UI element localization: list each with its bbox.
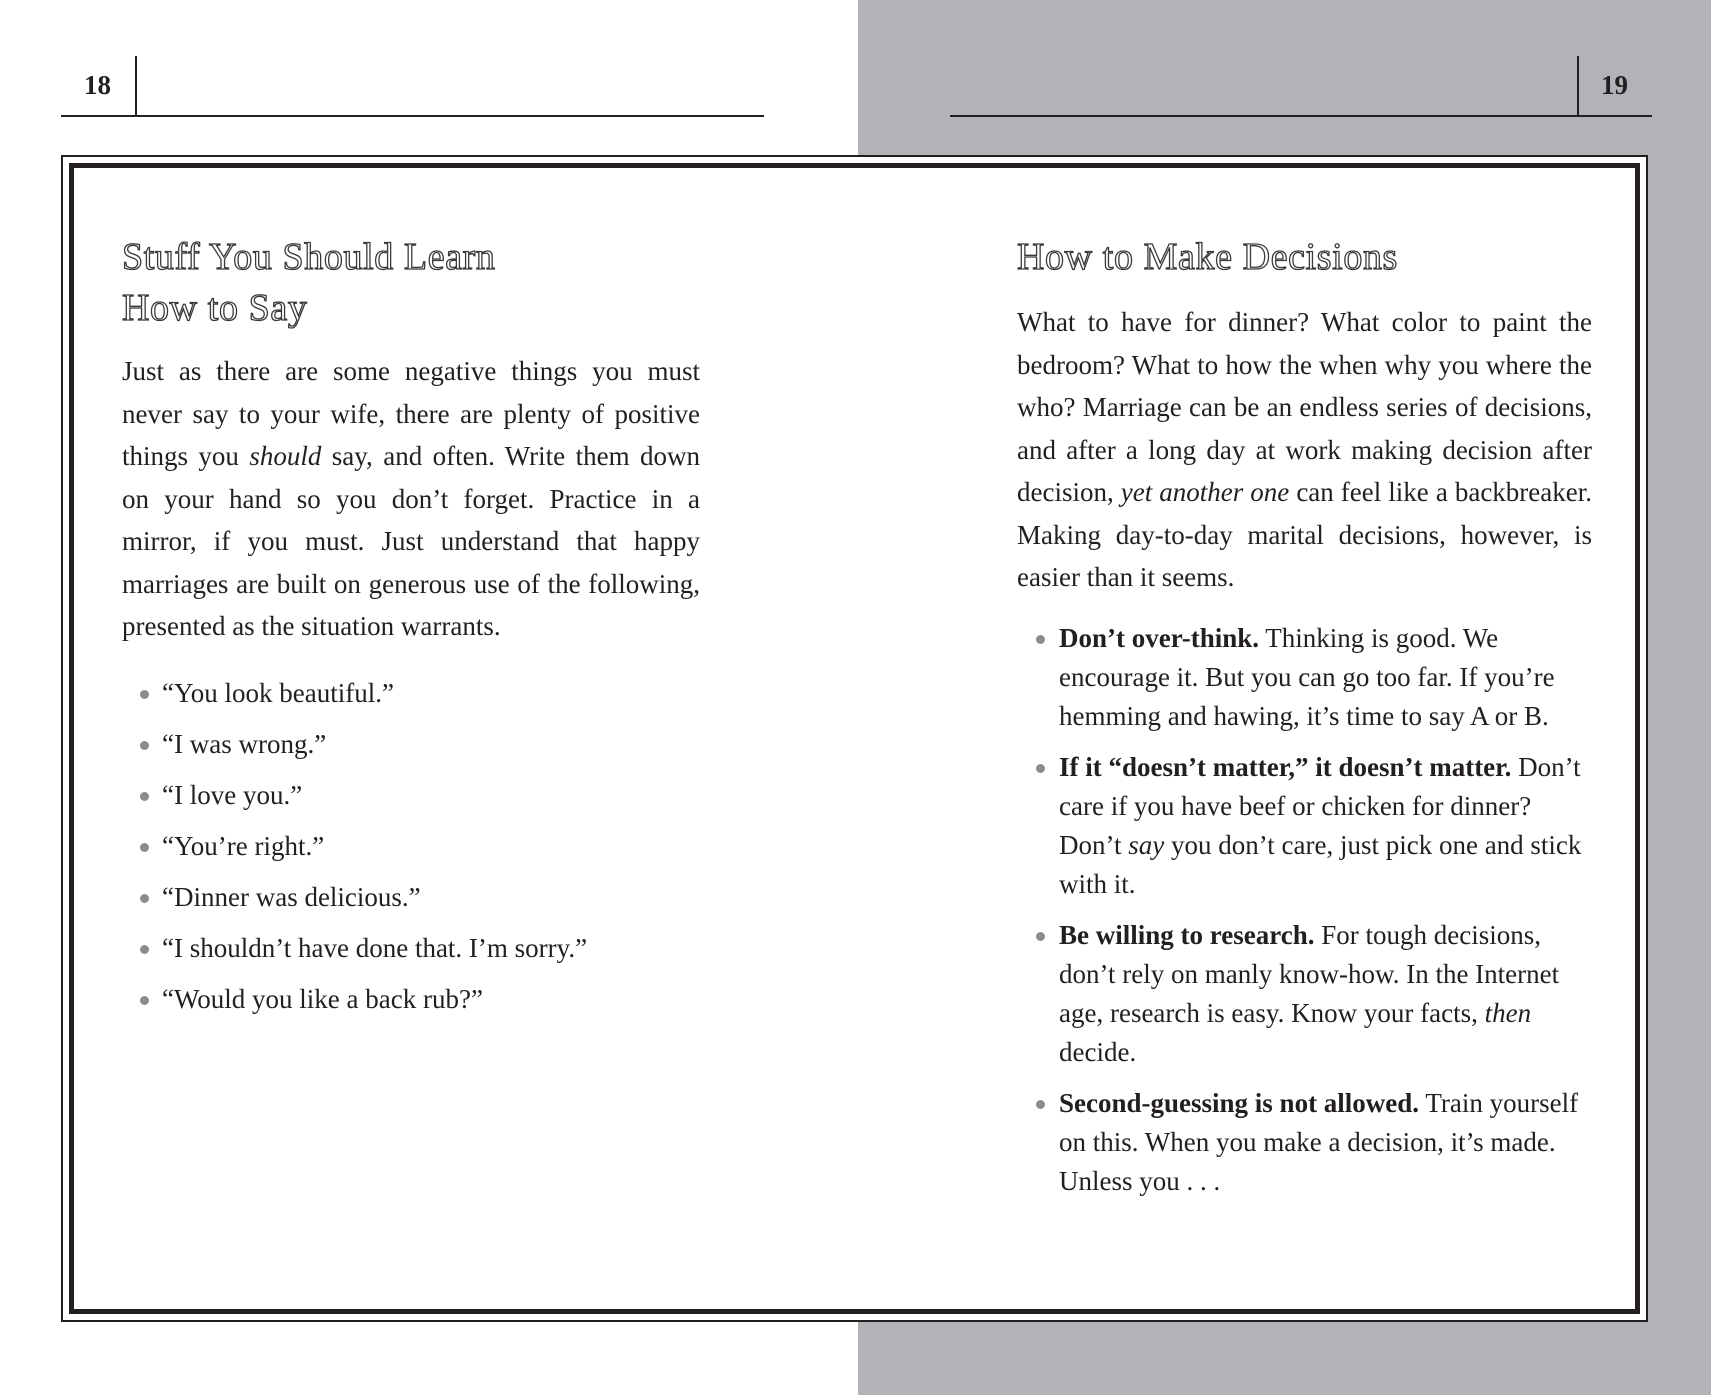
left-page-number: 18 (84, 70, 111, 100)
list-item (122, 872, 700, 923)
right-intro-paragraph (1017, 301, 1592, 599)
tip-text-end: decide. (1059, 1036, 1137, 1067)
bullet-icon (1036, 764, 1045, 773)
right-page-number: 19 (1601, 70, 1628, 100)
bullet-icon (140, 741, 149, 750)
left-heading-line2: How to Say (122, 287, 308, 329)
bullet-icon (140, 894, 149, 903)
bullet-icon (140, 690, 149, 699)
list-item (122, 668, 700, 719)
tip-text: Thinking is good. We encourage it. But you can go too far. If you’re hemming and hawing, it’s time to say A or B. (1059, 622, 1555, 731)
right-intro-emphasis: yet another one (1120, 477, 1290, 507)
phrase-text: “Would you like a back rub?” (162, 983, 483, 1014)
left-header-vertical-rule (135, 56, 137, 116)
list-item (122, 974, 700, 1025)
left-intro-paragraph (122, 350, 700, 648)
list-item (1017, 619, 1592, 736)
phrase-text: “You’re right.” (162, 830, 325, 861)
list-item (1017, 1084, 1592, 1201)
tip-heading: Second-guessing is not allowed. (1059, 1087, 1420, 1118)
tip-text: Don’t care if you have beef or chicken for dinner? Don’t (1059, 751, 1581, 860)
left-header-rule (61, 115, 764, 117)
phrase-text: “You look beautiful.” (162, 677, 394, 708)
list-item (1017, 916, 1592, 1072)
tips-list (1017, 619, 1592, 1201)
left-intro-part1: Just as there are some negative things you must never say to your wife, there are plenty of positive things you (122, 356, 700, 471)
bullet-icon (1036, 932, 1045, 941)
phrase-list (122, 668, 700, 1025)
list-item (122, 719, 700, 770)
tip-text: Train yourself on this. When you make a decision, it’s made. Unless you . . . (1059, 1087, 1579, 1196)
list-item (1017, 748, 1592, 904)
phrase-text: “I was wrong.” (162, 728, 327, 759)
bullet-icon (140, 843, 149, 852)
bullet-icon (140, 945, 149, 954)
list-item (122, 821, 700, 872)
tip-emphasis: then (1484, 997, 1532, 1028)
left-intro-emphasis: should (249, 441, 322, 471)
list-item (122, 770, 700, 821)
tip-heading: If it “doesn’t matter,” it doesn’t matter. (1059, 751, 1512, 782)
left-page-heading (122, 232, 700, 334)
tip-text-end: you don’t care, just pick one and stick with it. (1059, 829, 1582, 899)
bullet-icon (1036, 635, 1045, 644)
right-intro-part2: can feel like a backbreaker. Making day-to-day marital decisions, however, is easier than it seems. (1017, 477, 1592, 592)
phrase-text: “I love you.” (162, 779, 303, 810)
right-page-content (1017, 232, 1592, 1213)
tip-heading: Be willing to research. (1059, 919, 1315, 950)
bullet-icon (140, 996, 149, 1005)
phrase-text: “I shouldn’t have done that. I’m sorry.” (162, 932, 588, 963)
tip-text: For tough decisions, don’t rely on manly know-how. In the Internet age, research is easy. Know your facts, (1059, 919, 1560, 1028)
left-intro-part2: say, and often. Write them down on your hand so you don’t forget. Practice in a mirror, if you must. Just understand that happy marriages are built on generous use of the following, presented as the situation warrants. (122, 441, 700, 641)
phrase-text: “Dinner was delicious.” (162, 881, 421, 912)
left-heading-line1: Stuff You Should Learn (122, 236, 496, 278)
right-page-heading: How to Make Decisions (1017, 236, 1398, 278)
left-page-content (122, 232, 700, 1025)
bullet-icon (140, 792, 149, 801)
right-header-rule (950, 115, 1652, 117)
right-intro-part1: What to have for dinner? What color to paint the bedroom? What to how the when why you where the who? Marriage can be an endless series of decisions, and after a long day at work making decision after decision, (1017, 307, 1592, 507)
tip-emphasis: say (1128, 829, 1165, 860)
right-header-vertical-rule (1577, 56, 1579, 116)
list-item (122, 923, 700, 974)
bullet-icon (1036, 1100, 1045, 1109)
tip-heading: Don’t over-think. (1059, 622, 1259, 653)
